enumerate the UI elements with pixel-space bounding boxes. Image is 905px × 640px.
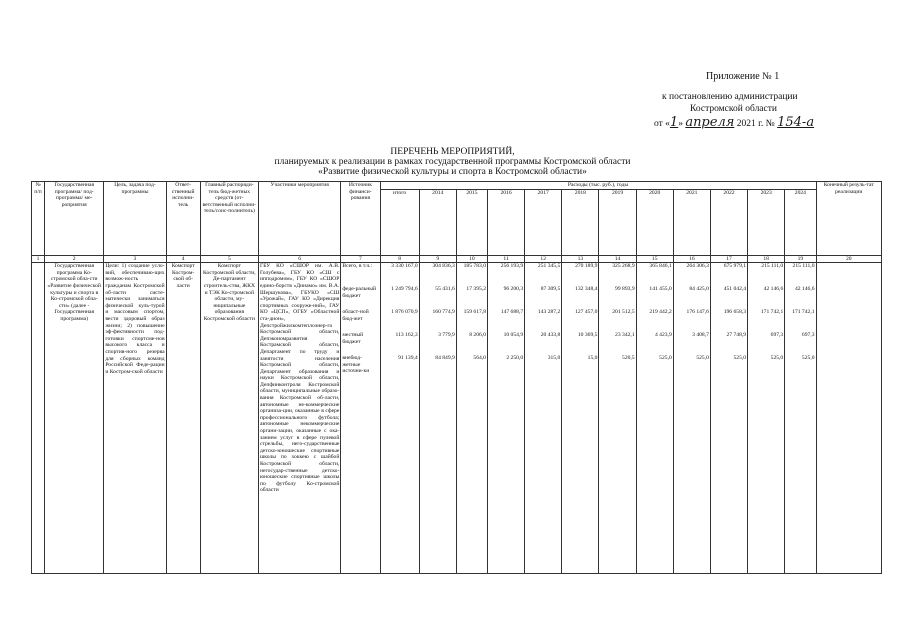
values-col — [785, 263, 816, 574]
value-cell: 315,0 — [547, 355, 561, 362]
header-result: Конечный резуль-тат реализации — [816, 182, 881, 256]
value-cell: 55 431,6 — [435, 286, 455, 293]
header-source: Источник финанси-рования — [341, 182, 380, 256]
decree-date-line — [654, 115, 814, 130]
values-col — [380, 263, 419, 574]
value-cell: 304 836,3 — [432, 263, 455, 270]
header-year: 2017 — [525, 189, 562, 255]
value-cell: 27 748,9 — [726, 332, 747, 339]
column-number: 15 — [636, 255, 673, 263]
value-cell: 4 423,9 — [654, 332, 672, 339]
decree-number-handwritten: 154-а — [777, 115, 815, 130]
administrator-cell: Комспорт Костромской области, Де-партамент строитель-ства, ЖКХ и ТЭК Ко-стромской области, му-ниципальные образования Костромской области — [200, 263, 258, 574]
column-number: 9 — [419, 255, 456, 263]
header-year: 2018 — [562, 189, 599, 255]
value-cell: 91 139,4 — [398, 355, 418, 362]
decree-line-2: Костромской области — [690, 104, 777, 114]
header-year: 2020 — [636, 189, 673, 255]
header-year: итого — [380, 189, 419, 255]
measures-table — [31, 181, 882, 574]
decree-line-1: к постановлению администрации — [662, 92, 798, 102]
row-number — [32, 263, 45, 574]
value-cell: 525,0 — [733, 355, 747, 362]
funding-source: внебюд-жетные источни-ки — [342, 355, 370, 375]
value-cell: 147 688,7 — [500, 309, 524, 316]
column-number: 17 — [710, 255, 747, 263]
value-cell: 251 345,5 — [537, 263, 561, 270]
value-cell: 451 042,4 — [723, 286, 747, 293]
header-year: 2023 — [748, 189, 785, 255]
value-cell: 143 287,2 — [537, 309, 561, 316]
column-number: 11 — [487, 255, 524, 263]
value-cell: 185 783,0 — [463, 263, 486, 270]
column-numbers-row — [32, 255, 882, 263]
value-cell: 10 054,9 — [503, 332, 524, 339]
funding-source: местный бюджет — [342, 332, 364, 345]
result-cell — [816, 263, 881, 574]
decree-prefix: от « — [654, 119, 670, 129]
value-cell: 2 250,0 — [506, 355, 524, 362]
table-row — [32, 263, 882, 574]
header-program: Государственная программа/ под-программа/ ме-роприятия — [45, 182, 104, 256]
column-number: 16 — [673, 255, 710, 263]
program-name-cell: Государственная программа Ко-стромской обла-сти «Развитие физической культуры и спорта в Ко-стромской обла-сти» (далее - Государственная программа) — [45, 263, 104, 574]
document-subtitle-2: «Развитие физической культуры и спорта в Костромской области» — [318, 167, 587, 177]
value-cell: 159 617,8 — [463, 309, 486, 316]
value-cell: 127 457,0 — [575, 309, 598, 316]
value-cell: 219 442,2 — [649, 309, 672, 316]
header-year: 2015 — [456, 189, 487, 255]
value-cell: 171 742,1 — [760, 309, 784, 316]
column-number: 4 — [166, 255, 200, 263]
header-year: 2024 — [785, 189, 816, 255]
value-cell: 675 979,1 — [723, 263, 747, 270]
values-col — [748, 263, 785, 574]
funding-sources-cell — [341, 263, 380, 574]
funding-source: феде-ральный бюджет — [342, 286, 376, 299]
column-number: 3 — [104, 255, 166, 263]
column-number: 20 — [816, 255, 881, 263]
header-responsible: Ответ-ственный исполни-тель — [166, 182, 200, 256]
values-col — [525, 263, 562, 574]
funding-source: Всего, в т.ч.: — [342, 263, 373, 270]
column-number: 14 — [599, 255, 636, 263]
column-number: 18 — [748, 255, 785, 263]
column-number: 6 — [258, 255, 340, 263]
column-number: 13 — [562, 255, 599, 263]
value-cell: 87 309,5 — [540, 286, 561, 293]
values-col — [562, 263, 599, 574]
column-number: 7 — [341, 255, 380, 263]
value-cell: 325 268,9 — [612, 263, 635, 270]
header-participants: Участники мероприятия — [258, 182, 340, 256]
values-col — [710, 263, 747, 574]
header-year: 2016 — [487, 189, 524, 255]
document-subtitle-1: планируемых к реализации в рамках государственной программы Костромской области — [274, 157, 631, 167]
responsible-cell: Комспорт Костром-ской об-ласти — [166, 263, 200, 574]
value-cell: 520,5 — [622, 355, 635, 362]
value-cell: 3 408,7 — [692, 332, 709, 339]
values-col — [456, 263, 487, 574]
appendix-label: Приложение № 1 — [706, 71, 780, 82]
header-year: 2022 — [710, 189, 747, 255]
values-col — [599, 263, 636, 574]
value-cell: 525,0 — [801, 355, 815, 362]
value-cell: 270 189,9 — [575, 263, 598, 270]
decree-day-handwritten: 1 — [669, 115, 679, 130]
value-cell: 141 455,0 — [649, 286, 672, 293]
value-cell: 171 742,1 — [792, 309, 815, 316]
funding-source: област-ной бюд-жет — [342, 309, 369, 322]
value-cell: 84 425,0 — [689, 286, 709, 293]
value-cell: 8 206,0 — [469, 332, 486, 339]
column-number: 12 — [525, 255, 562, 263]
header-num: № п/п — [32, 182, 45, 256]
value-cell: 256 193,9 — [500, 263, 524, 270]
decree-mid: » — [678, 119, 686, 129]
value-cell: 564,0 — [473, 355, 486, 362]
column-number: 10 — [456, 255, 487, 263]
value-cell: 96 200,3 — [503, 286, 524, 293]
value-cell: 15,0 — [587, 355, 598, 362]
value-cell: 23 342,1 — [615, 332, 635, 339]
value-cell: 525,0 — [770, 355, 784, 362]
column-number: 8 — [380, 255, 419, 263]
value-cell: 196 658,3 — [723, 309, 747, 316]
value-cell: 264 306,3 — [686, 263, 709, 270]
header-administrator: Главный распоряди-тель бюд-жетных средств (от-ветственный исполни-тель/соис-полнитель) — [200, 182, 258, 256]
value-cell: 365 846,1 — [649, 263, 672, 270]
value-cell: 113 162,3 — [395, 332, 418, 339]
header-year: 2021 — [673, 189, 710, 255]
column-number: 5 — [200, 255, 258, 263]
value-cell: 3 330 167,0 — [391, 263, 418, 270]
value-cell: 17 395,2 — [466, 286, 486, 293]
value-cell: 176 147,6 — [686, 309, 709, 316]
values-col — [487, 263, 524, 574]
value-cell: 1 249 794,6 — [391, 286, 418, 293]
column-number: 2 — [45, 255, 104, 263]
decree-month-handwritten: апреля — [685, 115, 735, 130]
value-cell: 42 146,6 — [794, 286, 815, 293]
value-cell: 525,0 — [659, 355, 672, 362]
value-cell: 20 433,8 — [540, 332, 561, 339]
value-cell: 201 512,5 — [612, 309, 635, 316]
header-expenses: Расходы (тыс. руб.), годы — [380, 182, 816, 190]
column-number: 1 — [32, 255, 45, 263]
value-cell: 10 369,5 — [577, 332, 598, 339]
value-cell: 3 779,9 — [438, 332, 455, 339]
goal-cell: Цели: 1) создание усло-вий, обеспечиваю-щих возмож-ность гражданам Костромской об-ласти систе-матически заниматься физической куль-турой и массовым спортом, вести здоровый образ жизни; 2) повышение эф-фективности под-готовки спортсме-нов высокого класса и спортив-ного резерва для сборных команд Российской Феде-рации и Костром-ской области — [104, 263, 166, 574]
values-col — [673, 263, 710, 574]
header-year: 2019 — [599, 189, 636, 255]
values-col — [636, 263, 673, 574]
value-cell: 42 146,6 — [763, 286, 784, 293]
value-cell: 215 111,0 — [761, 263, 784, 270]
value-cell: 84 849,9 — [435, 355, 455, 362]
values-col — [419, 263, 456, 574]
value-cell: 697,3 — [801, 332, 815, 339]
header-year: 2014 — [419, 189, 456, 255]
participants-cell: ГБУ КО «СШОР им. А.В. Голубева», ГБУ КО «СШ с ипподромом», ГБУ КО «СШОР едино-борств «Динамо» им. В.А. Шершукова», ГБУКО «СШ «Урожай», ГАУ КО «Дирекция спортивных сооруже-ний», ГАУ КО «ЦСП», ОГБУ «Областной ста-дион», Депстройжилкомтеплоэнер-го Костромской области, Депэкономразвития Кострамской области, Департамент по труду и занятости населения Костромской области, Департамент образования и науки Костромской области, Депфинконтроля Костромской области, муниципальные образо-вания Костромской об-ласти, автономные не-коммерческие организа-ции, оказанные в сфере профессионального футбола; автономные некоммерческие органи-зации, оказанные с ока-занием услуг в сфере пулевой стрельбы, него-сударственные детско-юношеские спортивные школы по хоккею с шайбой Костромской области, негосудар-ственные детско-юношеские спортивные школы по футболу Ко-стромской области — [258, 263, 340, 574]
column-number: 19 — [785, 255, 816, 263]
value-cell: 525,0 — [696, 355, 709, 362]
decree-year: 2021 г. № — [734, 119, 778, 129]
document-title: ПЕРЕЧЕНЬ МЕРОПРИЯТИЙ, — [390, 147, 515, 157]
value-cell: 99 893,9 — [615, 286, 635, 293]
value-cell: 697,3 — [770, 332, 784, 339]
value-cell: 215 111,0 — [792, 263, 815, 270]
value-cell: 160 774,9 — [432, 309, 455, 316]
value-cell: 132 348,4 — [575, 286, 598, 293]
value-cell: 1 876 070,9 — [391, 309, 418, 316]
header-goal: Цель, задача под-программы — [104, 182, 166, 256]
